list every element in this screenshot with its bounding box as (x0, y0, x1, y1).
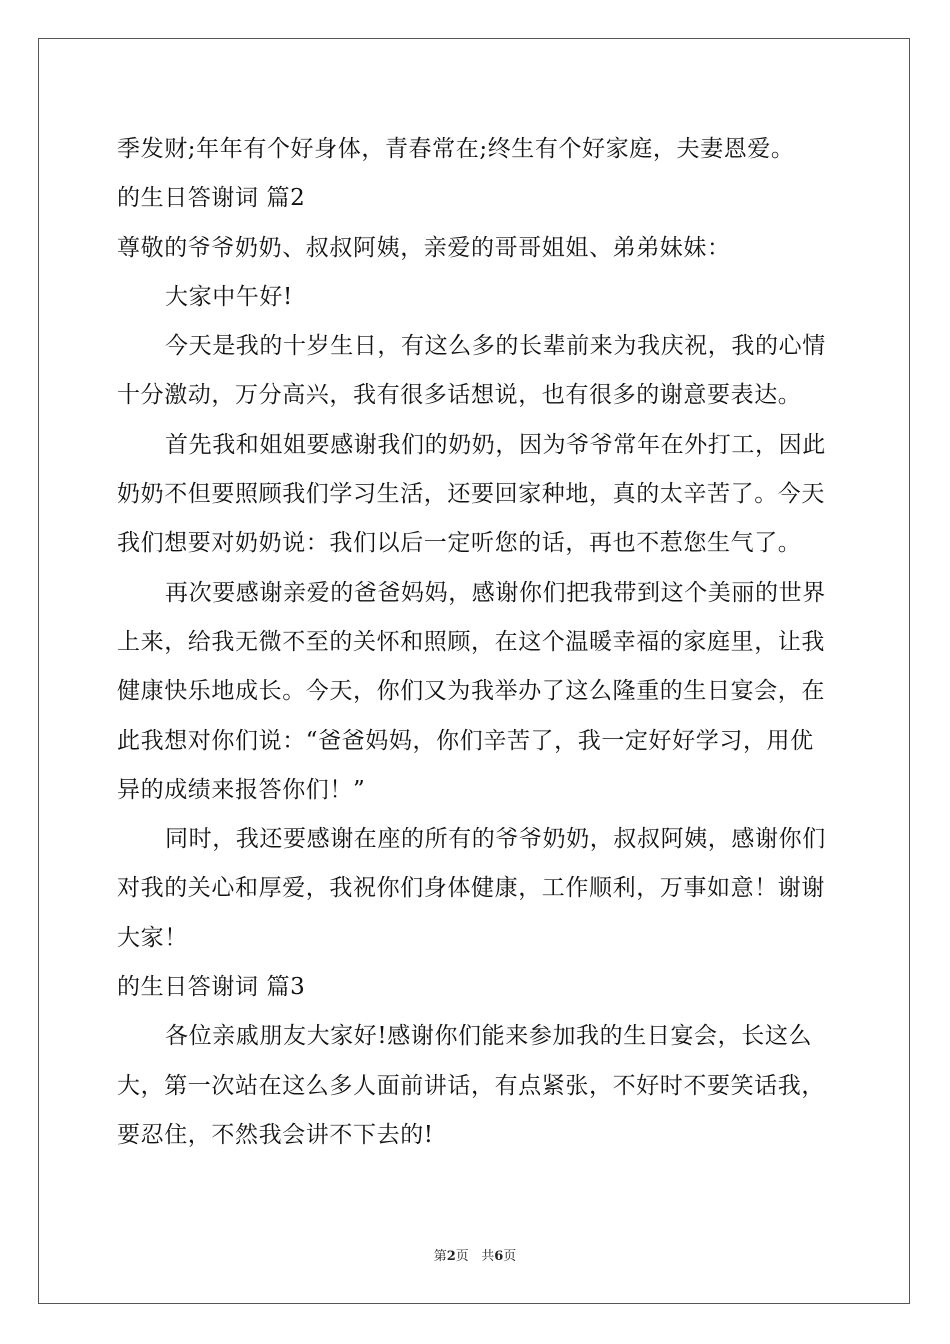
paragraph-line: 各位亲戚朋友大家好!感谢你们能来参加我的生日宴会，长这么 (165, 1023, 813, 1050)
paragraph-line: 对我的关心和厚爱，我祝你们身体健康，工作顺利，万事如意！谢谢 (117, 875, 825, 902)
paragraph-line: 上来，给我无微不至的关怀和照顾，在这个温暖幸福的家庭里，让我 (117, 628, 825, 655)
section-heading-2: 的生日答谢词 篇2 (117, 185, 306, 212)
paragraph-line: 大家！ (117, 924, 188, 951)
total-suffix: 页 (503, 1249, 517, 1264)
paragraph-line: 奶奶不但要照顾我们学习生活，还要回家种地，真的太辛苦了。今天 (117, 481, 825, 508)
paragraph-line: 十分激动，万分高兴，我有很多话想说，也有很多的谢意要表达。 (117, 382, 802, 409)
document-body (117, 125, 837, 1160)
total-prefix: 共 (481, 1249, 495, 1264)
paragraph-line: 再次要感谢亲爱的爸爸妈妈，感谢你们把我带到这个美丽的世界 (165, 579, 826, 606)
page-prefix: 第 (433, 1249, 447, 1264)
page-number: 2 (446, 1249, 456, 1264)
total-pages: 6 (494, 1249, 504, 1264)
paragraph-line: 今天是我的十岁生日，有这么多的长辈前来为我庆祝，我的心情 (165, 333, 826, 360)
paragraph-line: 同时，我还要感谢在座的所有的爷爷奶奶，叔叔阿姨，感谢你们 (165, 826, 826, 853)
paragraph-line: 首先我和姐姐要感谢我们的奶奶，因为爷爷常年在外打工，因此 (165, 431, 826, 458)
greeting: 大家中午好! (165, 283, 293, 310)
text-line-1: 季发财;年年有个好身体，青春常在;终生有个好家庭，夫妻恩爱。 (117, 136, 795, 162)
section-heading-3: 的生日答谢词 篇3 (117, 974, 306, 1001)
paragraph-line: 健康快乐地成长。今天，你们又为我举办了这么隆重的生日宴会，在 (117, 678, 825, 705)
paragraph-line: 大，第一次站在这么多人面前讲话，有点紧张，不好时不要笑话我， (117, 1072, 825, 1099)
page-footer (0, 1245, 950, 1264)
salutation: 尊敬的爷爷奶奶、叔叔阿姨，亲爱的哥哥姐姐、弟弟妹妹： (117, 234, 731, 261)
paragraph-line: 此我想对你们说：“爸爸妈妈，你们辛苦了，我一定好好学习，用优 (117, 727, 814, 754)
page-suffix: 页 (455, 1249, 469, 1264)
paragraph-line: 异的成绩来报答你们！” (117, 776, 366, 803)
paragraph-line: 我们想要对奶奶说：我们以后一定听您的话，再也不惹您生气了。 (117, 530, 802, 557)
paragraph-line: 要忍住，不然我会讲不下去的! (117, 1121, 434, 1148)
